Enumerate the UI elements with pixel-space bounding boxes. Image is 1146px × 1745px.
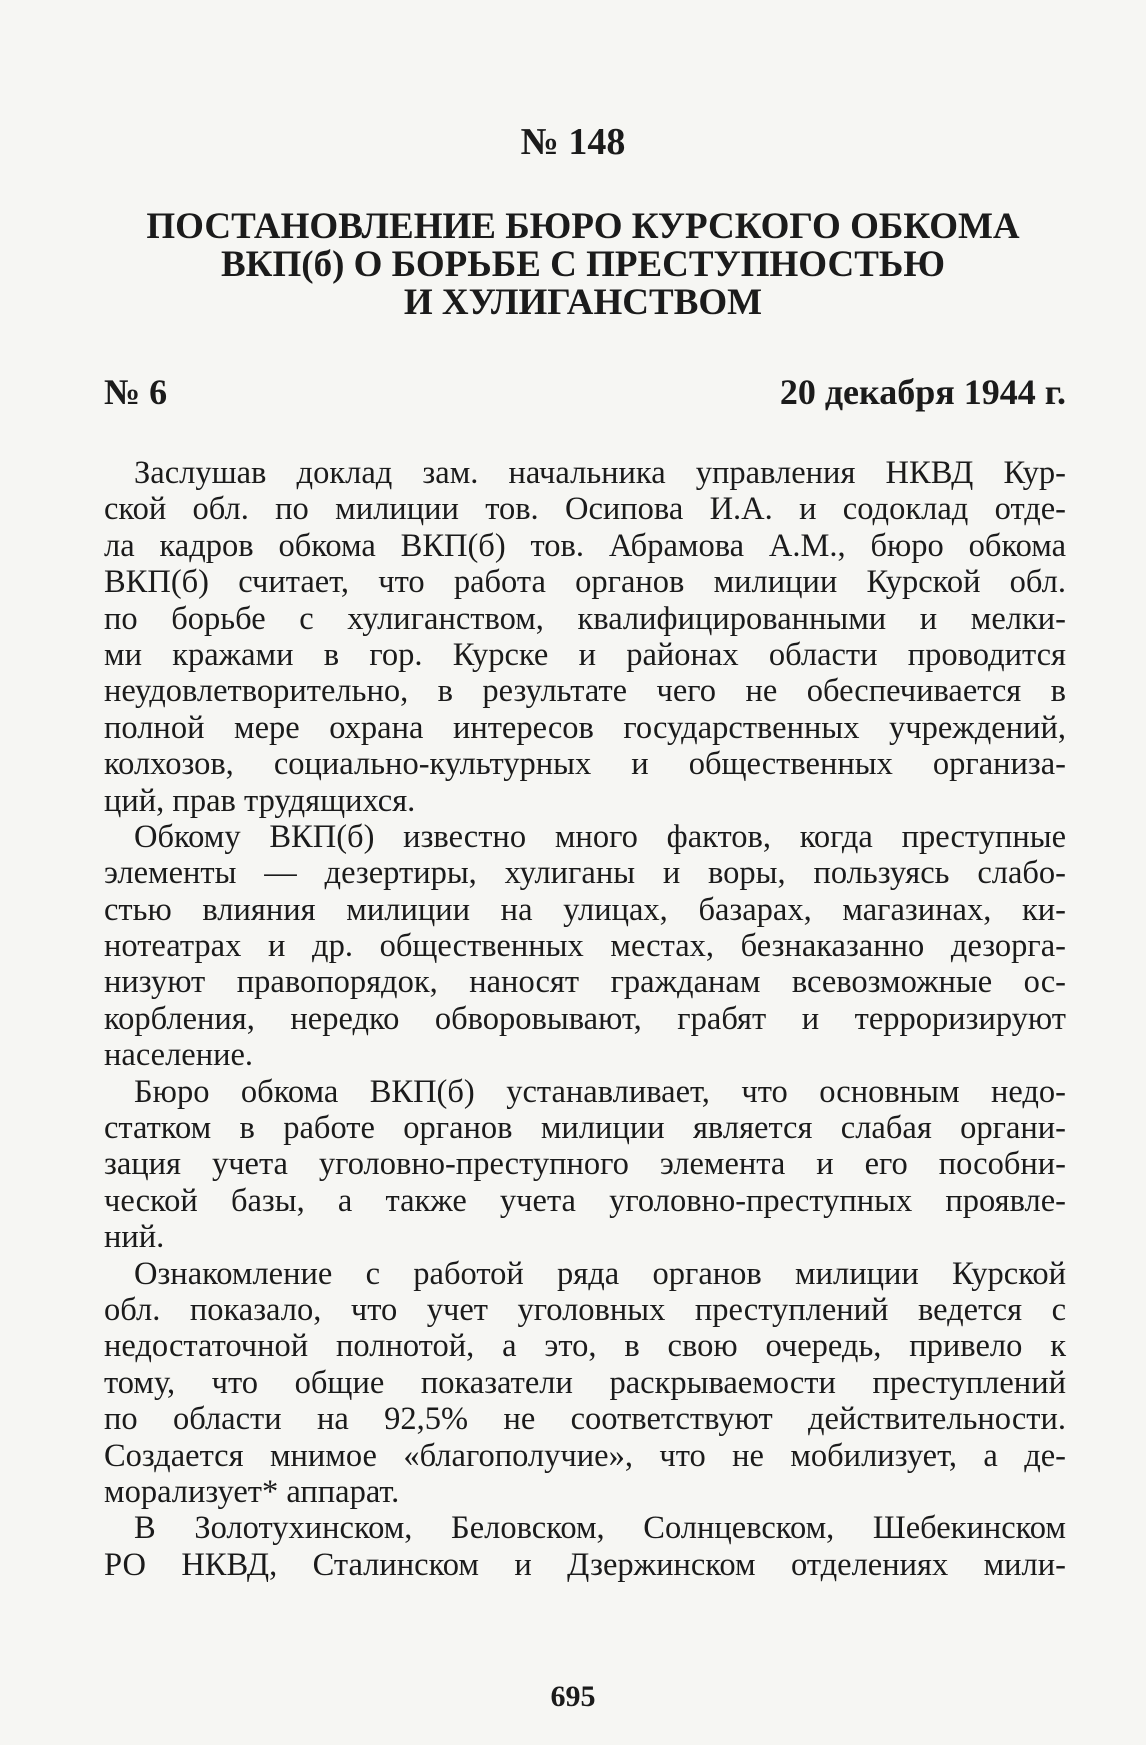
paragraph — [104, 1074, 1066, 1256]
text-line: обл. показало, что учет уголовных преступлений ведется с — [104, 1291, 1066, 1328]
paragraph — [104, 1256, 1066, 1511]
text-line: низуют правопорядок, наносят гражданам всевозможные ос- — [104, 964, 1066, 1001]
text-line: население. — [104, 1037, 254, 1074]
paragraph — [104, 455, 1066, 819]
text-line: полной мере охрана интересов государственных учреждений, — [104, 709, 1066, 746]
text-line: Обкому ВКП(б) известно много фактов, когда преступные — [134, 818, 1066, 855]
text-line: неудовлетворительно, в результате чего не обеспечивается в — [104, 673, 1066, 710]
text-line: ний. — [104, 1219, 165, 1256]
paragraph — [104, 819, 1066, 1074]
text-line: ВКП(б) считает, что работа органов милиции Курской обл. — [104, 564, 1066, 601]
text-line: зация учета уголовно-преступного элемента и его пособни- — [104, 1146, 1066, 1183]
text-line: ми кражами в гор. Курске и районах области проводится — [104, 636, 1066, 673]
text-line: В Золотухинском, Беловском, Солнцевском, Шебекинском — [134, 1510, 1066, 1547]
paragraph — [104, 1510, 1066, 1583]
text-line: Бюро обкома ВКП(б) устанавливает, что основным недо- — [134, 1073, 1066, 1110]
title-line: И ХУЛИГАНСТВОМ — [403, 282, 763, 323]
text-line: Ознакомление с работой ряда органов милиции Курской — [134, 1255, 1066, 1292]
text-line: ций, прав трудящихся. — [104, 782, 416, 819]
text-line: элементы — дезертиры, хулиганы и воры, пользуясь слабо- — [104, 855, 1066, 892]
text-line: Заслушав доклад зам. начальника управления НКВД Кур- — [134, 455, 1066, 491]
text-line: нотеатрах и др. общественных местах, безнаказанно дезорга- — [104, 928, 1066, 965]
document-body — [104, 455, 1066, 1583]
document-number: № 148 — [520, 121, 626, 163]
text-line: по области на 92,5% не соответствуют действительности. — [104, 1401, 1066, 1438]
document-date: 20 декабря 1944 г. — [779, 372, 1066, 412]
text-line: тому, что общие показатели раскрываемости преступлений — [104, 1364, 1066, 1401]
text-line: стью влияния милиции на улицах, базарах, магазинах, ки- — [104, 891, 1066, 928]
text-line: колхозов, социально-культурных и общественных организа- — [104, 746, 1066, 783]
title-line: ВКП(б) О БОРЬБЕ С ПРЕСТУПНОСТЬЮ — [220, 244, 946, 285]
protocol-number: № 6 — [104, 372, 168, 412]
text-line: Создается мнимое «благополучие», что не мобилизует, а де- — [104, 1437, 1066, 1474]
text-line: РО НКВД, Сталинском и Дзержинском отделениях мили- — [104, 1546, 1066, 1583]
page-number: 695 — [550, 1680, 596, 1713]
text-line: ла кадров обкома ВКП(б) тов. Абрамова А.М., бюро обкома — [104, 527, 1066, 564]
document-title — [100, 208, 1066, 322]
text-line: ской обл. по милиции тов. Осипова И.А. и содоклад отде- — [104, 491, 1066, 528]
document-meta — [104, 370, 1066, 414]
text-line: по борьбе с хулиганством, квалифицированными и мелки- — [104, 600, 1066, 637]
text-line: корбления, нередко обворовывают, грабят и терроризируют — [104, 1000, 1066, 1037]
text-line: ческой базы, а также учета уголовно-преступных проявле- — [104, 1182, 1066, 1219]
text-line: морализует* аппарат. — [104, 1473, 400, 1510]
title-line: ПОСТАНОВЛЕНИЕ БЮРО КУРСКОГО ОБКОМА — [146, 206, 1020, 247]
text-line: статком в работе органов милиции является слабая органи- — [104, 1110, 1066, 1147]
text-line: недостаточной полнотой, а это, в свою очередь, привело к — [104, 1328, 1066, 1365]
